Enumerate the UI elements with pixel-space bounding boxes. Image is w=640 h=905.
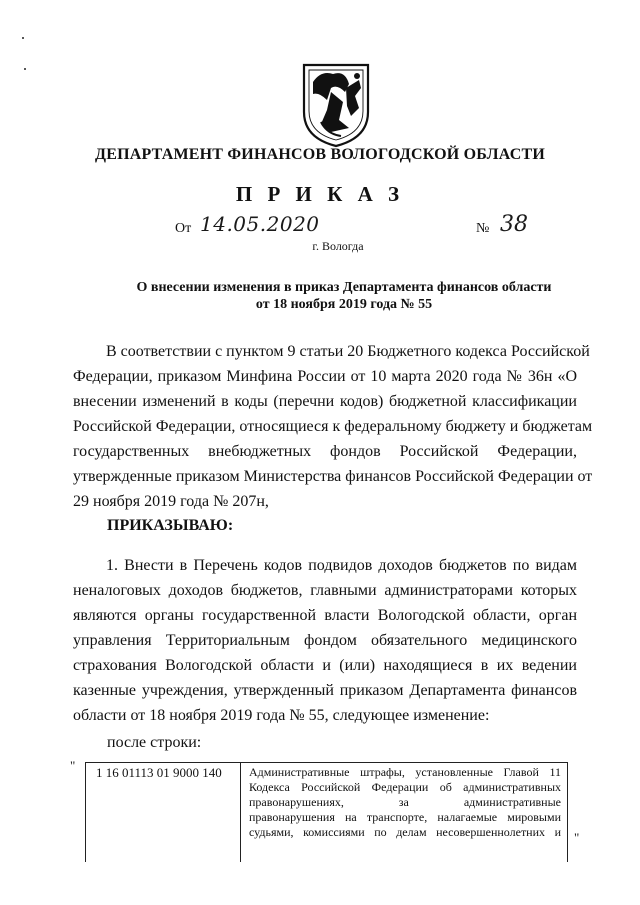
scan-speck — [22, 37, 24, 39]
decree-heading: ПРИКАЗЫВАЮ: — [107, 517, 234, 534]
number-label: № — [476, 221, 490, 236]
text-line: казенные учреждения, утвержденный приказом Департамента финансов — [73, 682, 577, 699]
preamble-paragraph — [73, 339, 593, 514]
subject-line: О внесении изменения в приказ Департамента финансов области — [136, 280, 552, 295]
text-line: внесении изменений в коды (перечни кодов) бюджетной классификации — [73, 393, 577, 410]
table-text-line: правонарушениях, за административные — [249, 795, 561, 809]
text-line: 1. Внести в Перечень кодов подвидов доходов бюджетов по видам — [106, 557, 577, 574]
coat-of-arms-emblem — [301, 62, 371, 148]
table-text-line: судьями, комиссиями по делам несовершеннолетних и — [249, 825, 561, 839]
table-text-line: правонарушения на транспорте, налагаемые мировыми — [249, 810, 561, 824]
table-text-line: Административные штрафы, установленные Главой 11 — [249, 765, 561, 779]
table-description-cell — [241, 763, 567, 862]
clause-one-paragraph — [73, 553, 577, 728]
income-code-table — [85, 762, 568, 862]
table-code-cell: 1 16 01113 01 9000 140 — [86, 763, 241, 862]
text-line: области от 18 ноября 2019 года № 55, следующее изменение: — [73, 707, 490, 724]
subject-line: от 18 ноября 2019 года № 55 — [255, 297, 433, 312]
text-line: 29 ноября 2019 года № 207н, — [73, 493, 269, 510]
date-label: От — [175, 221, 192, 236]
text-line: страхования Вологодской области и (или) находящиеся в их ведении — [73, 657, 577, 674]
department-title: ДЕПАРТАМЕНТ ФИНАНСОВ ВОЛОГОДСКОЙ ОБЛАСТИ — [94, 146, 546, 163]
text-line: являются органы государственной власти Вологодской области, орган — [73, 607, 577, 624]
table-text-line: Кодекса Российской Федерации об административных — [249, 780, 561, 794]
opening-quote: " — [70, 758, 76, 773]
text-line: Федерации, приказом Минфина России от 10 марта 2020 года № 36н «О — [73, 368, 577, 385]
text-line: государственных внебюджетных фондов Российской Федерации, — [73, 443, 577, 460]
document-type-title: П Р И К А З — [235, 182, 405, 206]
handwritten-number: 38 — [500, 212, 528, 237]
text-line: утвержденные приказом Министерства финансов Российской Федерации от — [73, 468, 593, 485]
text-line: Российской Федерации, относящиеся к федеральному бюджету и бюджетам — [73, 418, 593, 435]
city-name: г. Вологда — [312, 239, 364, 253]
text-line: неналоговых доходов бюджетов, главными администраторами которых — [73, 582, 577, 599]
handwritten-date: 14.05.2020 — [200, 212, 320, 236]
order-subject — [70, 279, 618, 313]
text-line: В соответствии с пунктом 9 статьи 20 Бюджетного кодекса Российской — [106, 343, 590, 360]
closing-quote: " — [574, 830, 580, 845]
scan-speck — [24, 68, 26, 70]
text-line: управления Территориальным фондом обязательного медицинского — [73, 632, 577, 649]
after-line-label: после строки: — [107, 734, 202, 751]
